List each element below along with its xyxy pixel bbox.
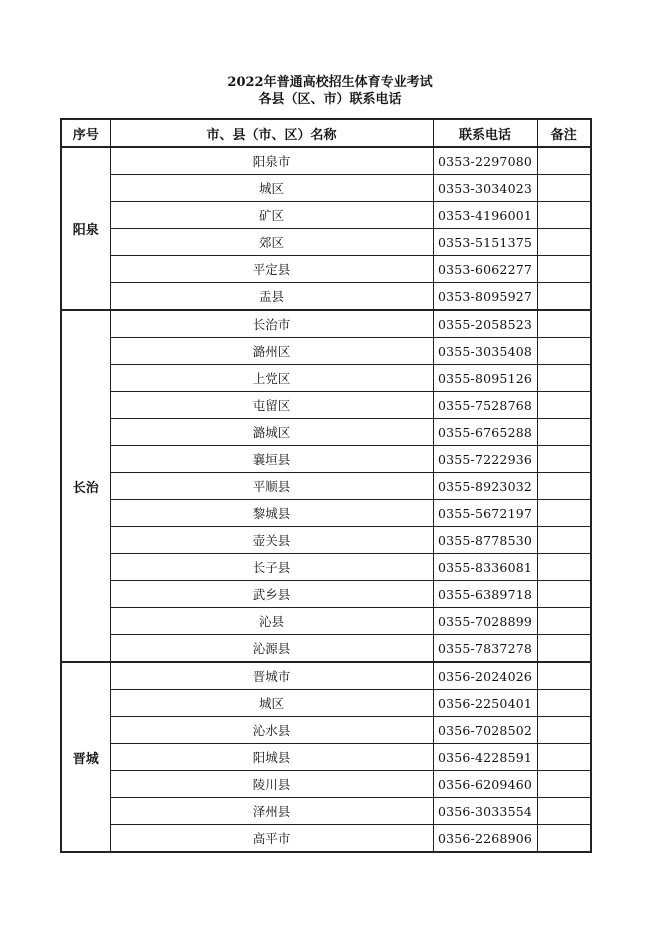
note-cell — [537, 392, 591, 419]
note-cell — [537, 283, 591, 311]
phone-number: 0353-3034023 — [433, 175, 537, 202]
contact-table — [60, 118, 592, 853]
header-note: 备注 — [537, 119, 591, 147]
note-cell — [537, 717, 591, 744]
phone-number: 0355-8095126 — [433, 365, 537, 392]
district-name: 潞城区 — [110, 419, 433, 446]
table-row — [61, 365, 591, 392]
table-row — [61, 581, 591, 608]
district-name: 沁县 — [110, 608, 433, 635]
note-cell — [537, 527, 591, 554]
phone-number: 0356-2024026 — [433, 662, 537, 690]
document-title-line1: 2022年普通高校招生体育专业考试 — [227, 75, 433, 90]
table-row — [61, 256, 591, 283]
note-cell — [537, 771, 591, 798]
city-group-label: 长治 — [61, 310, 110, 662]
district-name: 城区 — [110, 690, 433, 717]
phone-number: 0355-8778530 — [433, 527, 537, 554]
table-row — [61, 473, 591, 500]
district-name: 矿区 — [110, 202, 433, 229]
note-cell — [537, 338, 591, 365]
phone-number: 0353-4196001 — [433, 202, 537, 229]
note-cell — [537, 446, 591, 473]
table-row — [61, 202, 591, 229]
header-seq: 序号 — [61, 119, 110, 147]
district-name: 潞州区 — [110, 338, 433, 365]
phone-number: 0356-4228591 — [433, 744, 537, 771]
note-cell — [537, 256, 591, 283]
phone-number: 0355-8336081 — [433, 554, 537, 581]
table-row — [61, 283, 591, 311]
table-row — [61, 744, 591, 771]
table-row — [61, 419, 591, 446]
district-name: 泽州县 — [110, 798, 433, 825]
district-name: 黎城县 — [110, 500, 433, 527]
note-cell — [537, 690, 591, 717]
district-name: 沁源县 — [110, 635, 433, 663]
phone-number: 0353-5151375 — [433, 229, 537, 256]
table-row — [61, 500, 591, 527]
note-cell — [537, 473, 591, 500]
phone-number: 0355-2058523 — [433, 310, 537, 338]
district-name: 上党区 — [110, 365, 433, 392]
note-cell — [537, 147, 591, 175]
note-cell — [537, 365, 591, 392]
note-cell — [537, 608, 591, 635]
table-row — [61, 771, 591, 798]
table-row — [61, 690, 591, 717]
note-cell — [537, 419, 591, 446]
table-row — [61, 338, 591, 365]
phone-number: 0356-7028502 — [433, 717, 537, 744]
phone-number: 0355-6389718 — [433, 581, 537, 608]
phone-number: 0355-5672197 — [433, 500, 537, 527]
district-name: 武乡县 — [110, 581, 433, 608]
table-row — [61, 310, 591, 338]
table-body — [61, 147, 591, 852]
note-cell — [537, 229, 591, 256]
phone-number: 0355-6765288 — [433, 419, 537, 446]
table-row — [61, 392, 591, 419]
district-name: 盂县 — [110, 283, 433, 311]
table-row — [61, 798, 591, 825]
table-row — [61, 608, 591, 635]
phone-number: 0355-7222936 — [433, 446, 537, 473]
city-group-label: 阳泉 — [61, 147, 110, 310]
phone-number: 0356-6209460 — [433, 771, 537, 798]
note-cell — [537, 202, 591, 229]
table-row — [61, 175, 591, 202]
table-row — [61, 825, 591, 853]
phone-number: 0356-2250401 — [433, 690, 537, 717]
table-row — [61, 229, 591, 256]
phone-number: 0356-3033554 — [433, 798, 537, 825]
note-cell — [537, 500, 591, 527]
district-name: 长治市 — [110, 310, 433, 338]
phone-number: 0353-8095927 — [433, 283, 537, 311]
table-header-row — [61, 119, 591, 147]
district-name: 城区 — [110, 175, 433, 202]
district-name: 郊区 — [110, 229, 433, 256]
note-cell — [537, 825, 591, 853]
phone-number: 0355-3035408 — [433, 338, 537, 365]
phone-number: 0353-6062277 — [433, 256, 537, 283]
district-name: 平顺县 — [110, 473, 433, 500]
table-row — [61, 662, 591, 690]
note-cell — [537, 175, 591, 202]
note-cell — [537, 662, 591, 690]
note-cell — [537, 744, 591, 771]
district-name: 高平市 — [110, 825, 433, 853]
note-cell — [537, 798, 591, 825]
district-name: 襄垣县 — [110, 446, 433, 473]
table-row — [61, 147, 591, 175]
phone-number: 0355-7528768 — [433, 392, 537, 419]
city-group-label: 晋城 — [61, 662, 110, 852]
table-row — [61, 635, 591, 663]
note-cell — [537, 581, 591, 608]
phone-number: 0355-8923032 — [433, 473, 537, 500]
note-cell — [537, 554, 591, 581]
note-cell — [537, 635, 591, 663]
note-cell — [537, 310, 591, 338]
district-name: 陵川县 — [110, 771, 433, 798]
district-name: 屯留区 — [110, 392, 433, 419]
phone-number: 0355-7028899 — [433, 608, 537, 635]
table-row — [61, 527, 591, 554]
phone-number: 0356-2268906 — [433, 825, 537, 853]
district-name: 壶关县 — [110, 527, 433, 554]
district-name: 沁水县 — [110, 717, 433, 744]
district-name: 长子县 — [110, 554, 433, 581]
table-row — [61, 554, 591, 581]
header-name: 市、县（市、区）名称 — [110, 119, 433, 147]
phone-number: 0355-7837278 — [433, 635, 537, 663]
phone-number: 0353-2297080 — [433, 147, 537, 175]
district-name: 阳泉市 — [110, 147, 433, 175]
district-name: 平定县 — [110, 256, 433, 283]
header-phone: 联系电话 — [433, 119, 537, 147]
table-row — [61, 717, 591, 744]
document-title-line2: 各县（区、市）联系电话 — [258, 92, 402, 107]
table-row — [61, 446, 591, 473]
district-name: 晋城市 — [110, 662, 433, 690]
district-name: 阳城县 — [110, 744, 433, 771]
